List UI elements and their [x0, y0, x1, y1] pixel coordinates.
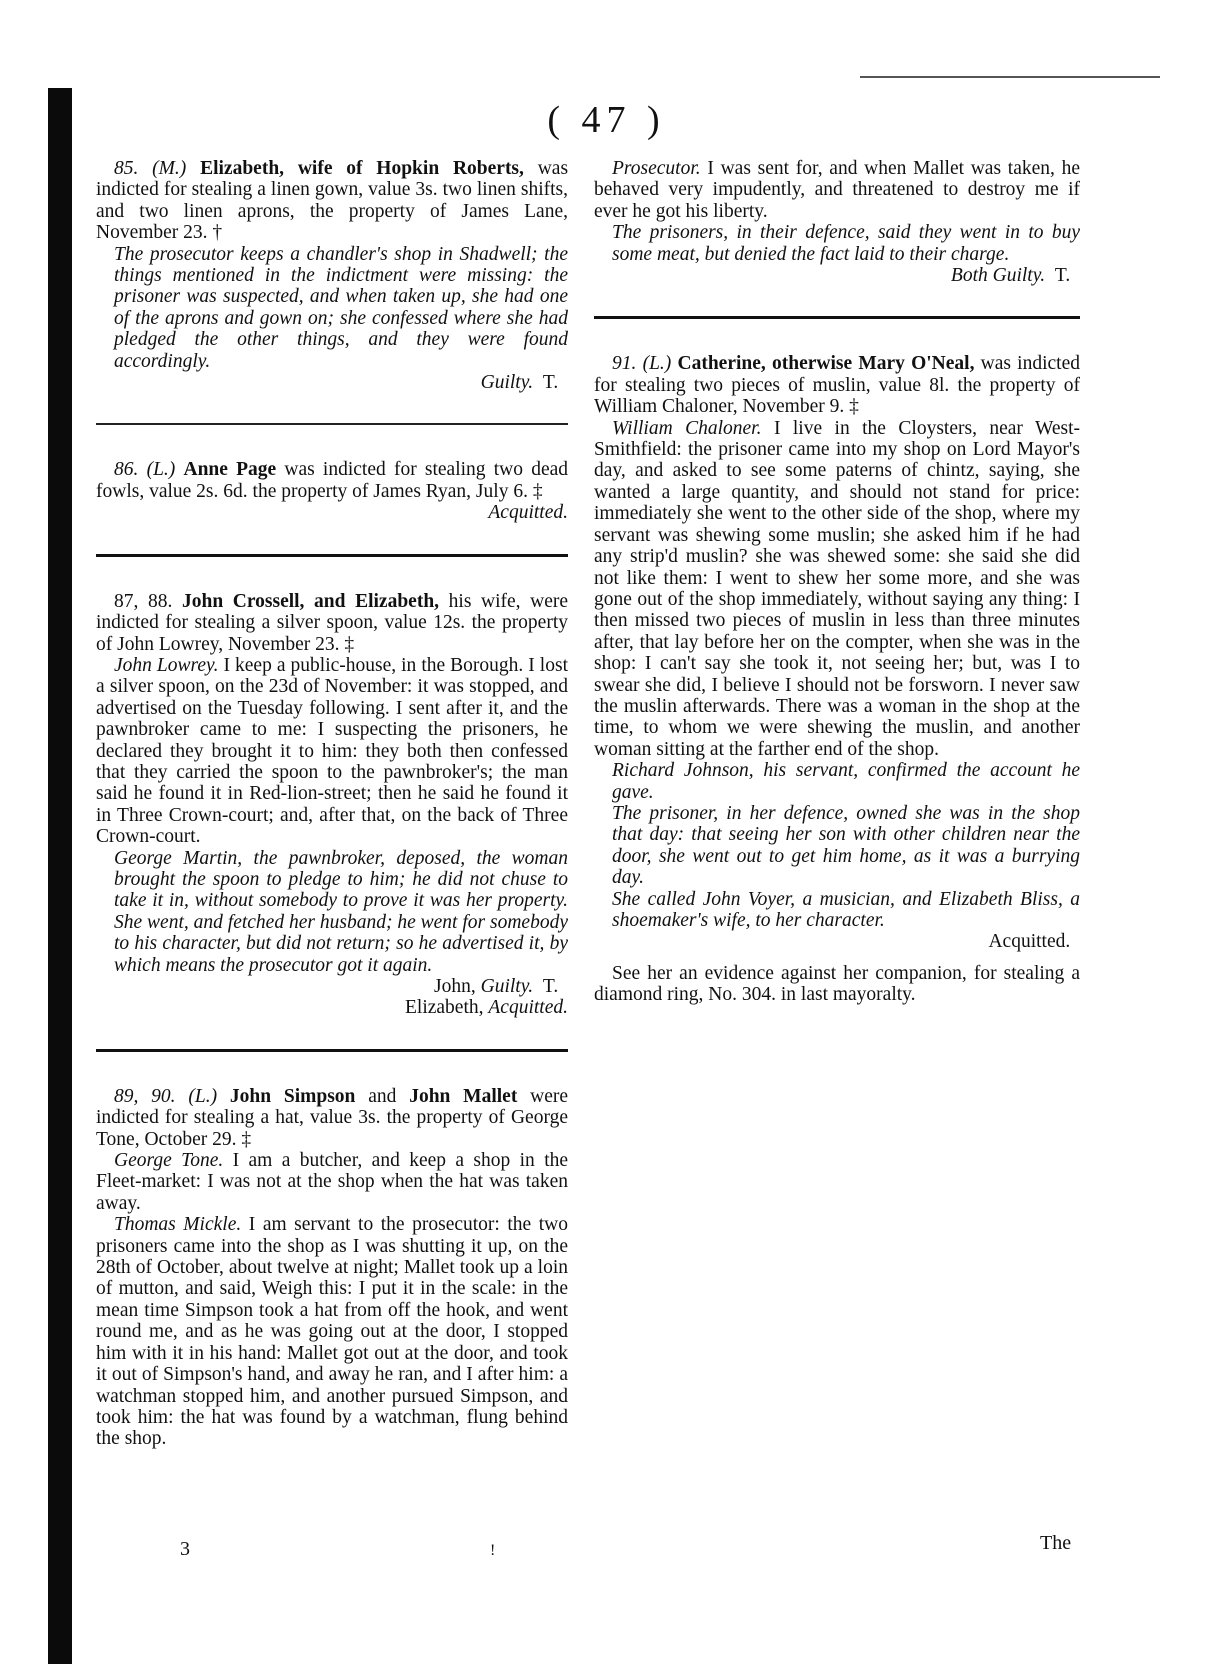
entry-86-text: 86. (L.) Anne Page was indicted for stealing two dead fowls, value 2s. 6d. the property of James Ryan, July 6. ‡ — [96, 459, 569, 502]
entry-91-testimony: William Chaloner. I live in the Cloysters, near West-Smithfield: the prisoner came into my shop on Lord Mayor's day, and asked to see some paterns of chintz, saying, she wanted a large quantity, and should not stand for price: immediately she went to the other side of the shop, where my servant was shewing some muslin; she asked him if he had any strip'd muslin? she was shewed some: she said she did not like them: I went to shew her some more, and she was gone out of the shop immediately, without saying any thing: I then missed two pieces of muslin in less than three minutes after, that lay before her on the compter, when she was in the shop: I can't say she took it, not seeing her; but, was I to swear she did, I believe I should not be forsworn. I never saw the muslin afterwards. There was a woman in the shop at the time, to whom we were shewing the muslin, and another woman sitting at the farther end of the shop. — [594, 417, 1081, 760]
entry-87-88 — [96, 591, 568, 1019]
right-column — [594, 158, 1080, 1006]
catchword: The — [1040, 1532, 1072, 1554]
entry-85-verdict: Guilty. T. — [480, 372, 559, 394]
binding-shadow — [48, 88, 72, 1664]
defendant-name: John Crossell, and Elizabeth, — [181, 590, 440, 612]
separator-rule — [594, 316, 1080, 319]
defendant-name: Catherine, otherwise Mary O'Neal, — [677, 353, 975, 375]
entry-89-note: The prisoners, in their defence, said they went in to buy some meat, but denied the fact laid to their charge. — [612, 222, 1080, 265]
entry-86 — [96, 459, 568, 523]
entry-87-text: 87, 88. John Crossell, and Elizabeth, his wife, were indicted for stealing a silver spoon, value 12s. the property of John Lowrey, November 23. ‡ — [96, 590, 569, 655]
defendant-name: Elizabeth, wife of Hopkin Roberts, — [200, 158, 524, 179]
stray-mark: ! — [490, 1542, 496, 1559]
entry-87-verdict-2: Elizabeth, Acquitted. — [405, 997, 568, 1019]
entry-85-text: 85. (M.) Elizabeth, wife of Hopkin Roberts, was indicted for stealing a linen gown, value 3s. two linen shifts, and two linen aprons, the property of James Lane, November 23. † — [96, 158, 569, 244]
page-number: ( 47 ) — [547, 99, 666, 141]
entry-85 — [96, 158, 568, 393]
separator-rule — [96, 554, 568, 557]
defendant-name: Anne Page — [183, 459, 277, 481]
separator-rule — [96, 1049, 568, 1052]
entry-89-verdict: Both Guilty. T. — [950, 265, 1071, 287]
entry-87-note: George Martin, the pawnbroker, deposed, the woman brought the spoon to pledge to him; he did not chuse to take it in, without somebody to prove it was her property. She went, and fetched her husband; he went for somebody to his character, but did not return; so he advertised it, by which means the prosecutor got it again. — [114, 847, 568, 976]
entry-89-text: 89, 90. (L.) John Simpson and John Mallet were indicted for stealing a hat, value 3s. the property of George Tone, October 29. ‡ — [96, 1085, 569, 1150]
signature-mark: 3 — [180, 1538, 190, 1560]
entry-89-90 — [96, 1086, 568, 1450]
entry-89-testimony-2: Thomas Mickle. I am servant to the prosecutor: the two prisoners came into the shop as I was shutting it up, on the 28th of October, about twelve at night; Mallet took up a loin of mutton, and said, Weigh this: I put it in the scale: in the mean time Simpson took a hat from off the hook, and went round me, and as he was going out at the door, I stopped him with it in his hand: Mallet got out at the door, and took it out of Simpson's hand, and away he ran, and I after him: a watchman stopped him, and another pursued Simpson, and took him: the hat was found by a watchman, flung behind the shop. — [96, 1214, 568, 1450]
entry-91-note-1: Richard Johnson, his servant, confirmed the account he gave. — [612, 760, 1080, 803]
entry-85-note: The prosecutor keeps a chandler's shop in Shadwell; the things mentioned in the indictment were missing: the prisoner was suspected, and when taken up, she had one of the aprons and gown on; she confessed where she had pledged the other things, and they were found accordingly. — [114, 243, 568, 372]
entry-89-testimony-3: Prosecutor. I was sent for, and when Mallet was taken, he behaved very impudently, and threatened to destroy me if ever he got his liberty. — [594, 158, 1080, 222]
top-rule — [860, 76, 1160, 78]
entry-91-verdict: Acquitted. — [988, 931, 1071, 953]
entry-86-verdict: Acquitted. — [488, 502, 568, 524]
defendant-name: John Simpson — [229, 1085, 356, 1107]
entry-87-verdict-1: John, Guilty. T. — [434, 976, 559, 997]
entry-89-testimony-1: George Tone. I am a butcher, and keep a shop in the Fleet-market: I was not at the shop when the hat was taken away. — [96, 1150, 569, 1214]
entry-87-testimony: John Lowrey. I keep a public-house, in the Borough. I lost a silver spoon, on the 23d of November: it was stopped, and advertised on the Tuesday following. I sent after it, and the pawnbroker came to me: I suspecting the prisoners, he declared they brought it to him: they both then confessed that they carried the spoon to the pawnbroker's; the man said he found it in Red-lion-street; then he said he found it in Three Crown-court; and, after that, on the back of Three Crown-court. — [96, 654, 568, 848]
defendant-name: John Mallet — [409, 1085, 518, 1107]
entry-91-text: 91. (L.) Catherine, otherwise Mary O'Neal, was indicted for stealing two pieces of muslin, value 8l. the property of William Chaloner, November 9. ‡ — [594, 353, 1080, 418]
separator-rule — [96, 423, 568, 425]
entry-91-footnote: See her an evidence against her companion, for stealing a diamond ring, No. 304. in last mayoralty. — [594, 962, 1080, 1006]
entry-91-note-3: She called John Voyer, a musician, and Elizabeth Bliss, a shoemaker's wife, to her character. — [612, 888, 1080, 931]
left-column — [96, 158, 568, 1450]
entry-91-note-2: The prisoner, in her defence, owned she was in the shop that day: that seeing her son with other children near the door, she went out to get him home, as it was a burrying day. — [612, 802, 1080, 889]
entry-89-90-continued — [594, 158, 1080, 286]
entry-91 — [594, 353, 1080, 1005]
